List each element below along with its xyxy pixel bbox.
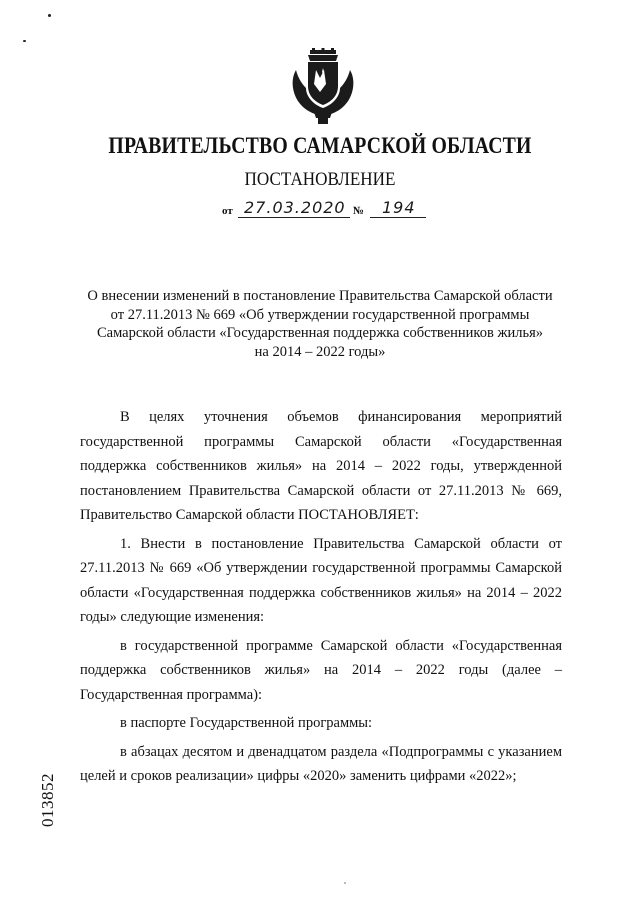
body-paragraph: в паспорте Государственной программы:: [120, 715, 373, 731]
document-serial-stamp: [34, 770, 62, 830]
number-underline: [370, 217, 426, 218]
scan-speck: [48, 14, 51, 17]
serial-number: 013852: [38, 773, 57, 827]
date-label: от: [222, 205, 233, 217]
body-paragraph: 1. Внести в постановление Правительства Самарской области от 27.11.2013 № 669 «Об утверждении государственной программы Самарской области «Государственная поддержка собственников жилья» на 2014 – 2022 годы» следующие изменения:: [80, 535, 562, 625]
subject-line: О внесении изменений в постановление Правительства Самарской области: [87, 288, 553, 304]
date-underline: [238, 217, 350, 218]
subject-line: от 27.11.2013 № 669 «Об утверждении государственной программы: [110, 306, 530, 323]
body-paragraph: в государственной программе Самарской области «Государственная поддержка собственников жилья» на 2014 – 2022 годы (далее – Государственная программа):: [80, 637, 562, 703]
decree-date-number: [222, 200, 432, 222]
date-value: 27.03.2020: [244, 198, 346, 217]
decree-body: [80, 405, 562, 793]
subject-line: Самарской области «Государственная поддержка собственников жилья»: [96, 325, 543, 341]
subject-line: на 2014 – 2022 годы»: [254, 343, 386, 360]
scan-speck: [344, 882, 346, 884]
samara-coat-of-arms-icon: [288, 48, 358, 126]
number-value: 194: [382, 198, 416, 217]
number-label: №: [353, 205, 365, 217]
document-type: ПОСТАНОВЛЕНИЕ: [244, 169, 396, 190]
decree-subject: [60, 287, 580, 361]
body-paragraph: В целях уточнения объемов финансирования мероприятий государственной программы Самарской области «Государственная поддержка собственников жилья» на 2014 – 2022 годы, утвержденной постановлением Правительства Самарской области от 27.11.2013 № 669, Правительство Самарской области ПОСТАНОВЛЯЕТ:: [80, 409, 562, 523]
body-paragraph: в абзацах десятом и двенадцатом раздела «Подпрограммы с указанием целей и сроков реализации» цифры «2020» заменить цифрами «2022»;: [80, 743, 562, 784]
government-title: ПРАВИТЕЛЬСТВО САМАРСКОЙ ОБЛАСТИ: [108, 133, 532, 158]
scan-speck: [23, 40, 26, 42]
